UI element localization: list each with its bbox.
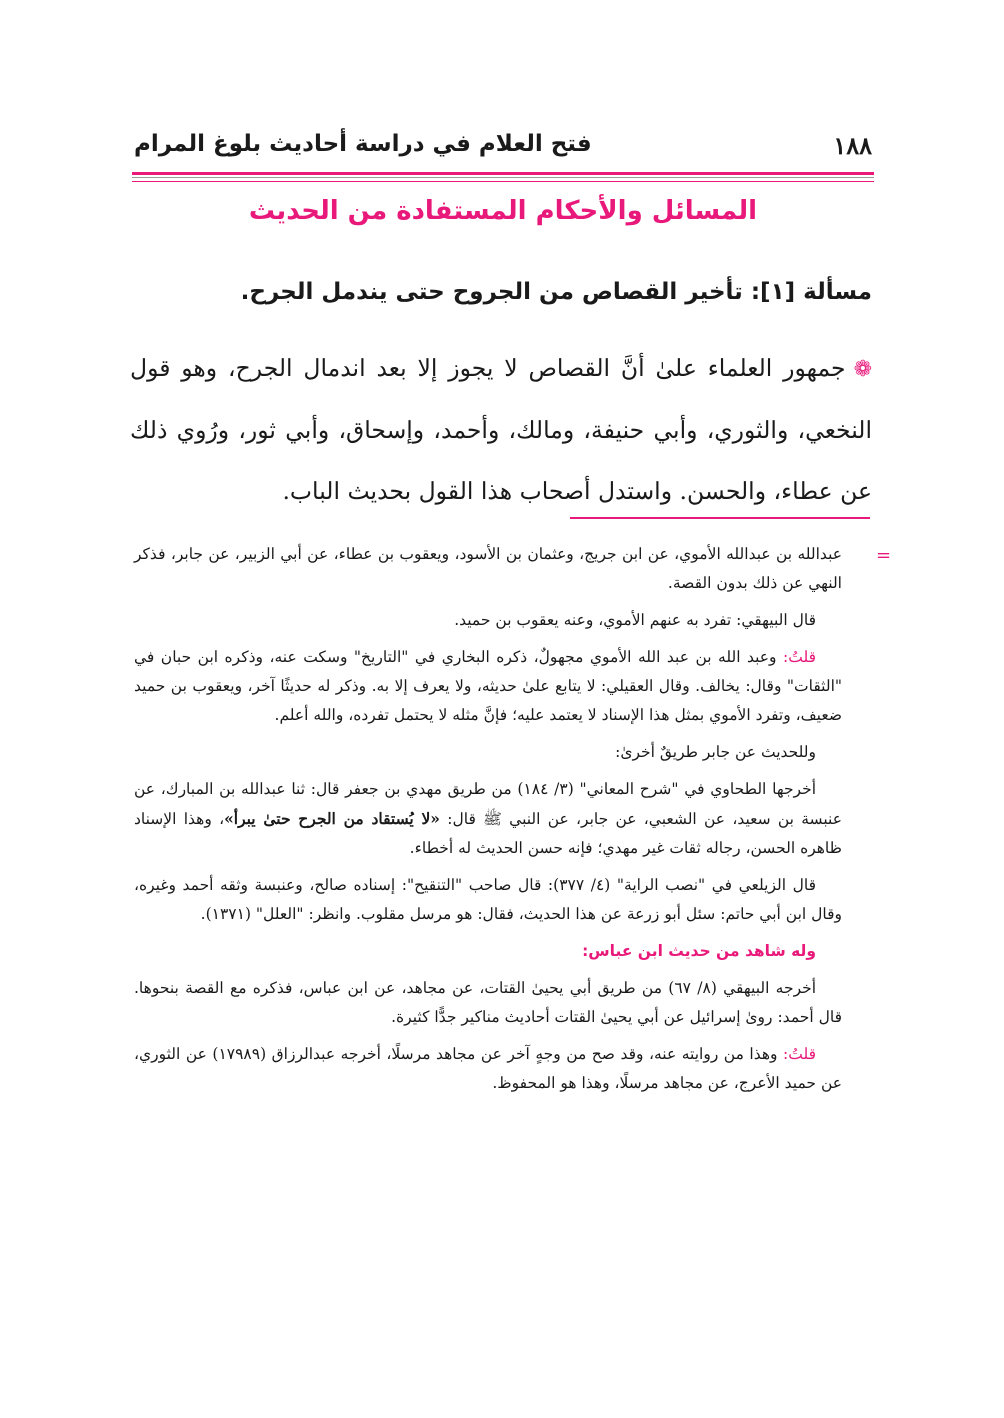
footnote-paragraph: عبدالله بن عبدالله الأموي، عن ابن جريج، وعثمان بن الأسود، ويعقوب بن عطاء، عن أبي الزبير، عن جابر، فذكر النهي عن ذلك بدون القصة. [134, 545, 842, 592]
section-title: المسائل والأحكام المستفادة من الحديث [248, 196, 758, 226]
issue-title: تأخير القصاص من الجروح حتى يندمل الجرح. [240, 279, 743, 305]
main-text: جمهور العلماء علىٰ أنَّ القصاص لا يجوز إلا بعد اندمال الجرح، وهو قول النخعي، والثوري، وأبي حنيفة، ومالك، وأحمد، وإسحاق، وأبي ثور، ورُوي ذلك عن عطاء، والحسن. واستدل أصحاب هذا القول بحديث الباب. [130, 354, 872, 505]
qultu-label: قلتُ: [783, 648, 816, 666]
footnote-text: أخرجها الطحاوي في "شرح المعاني" (٣/ ١٨٤) من طريق مهدي بن جعفر قال: ثنا عبدالله بن المبارك، عن عنبسة بن سعيد، عن الشعبي، عن جابر، عن النبي ﷺ قال: [134, 780, 842, 828]
footnote-paragraph: وللحديث عن جابر طريقٌ أخرىٰ: [615, 743, 816, 761]
footnote-text: وعبد الله بن عبد الله الأموي مجهولٌ، ذكره البخاري في "التاريخ" وسكت عنه، وذكره ابن حبان في "الثقات" وقال: يخالف. وقال العقيلي: لا يتابع علىٰ حديثه، ولا يعرف إلا به. وذكر له حديثًا آخر، ويعقوب بن حميد ضعيف، وتفرد الأموي بمثل هذا الإسناد لا يعتمد عليه؛ فإنَّ مثله لا يحتمل تفرده، والله أعلم. [134, 648, 842, 724]
running-header-title: فتح العلام في دراسة أحاديث بلوغ المرام [134, 131, 592, 157]
header-rule-thin [132, 181, 874, 182]
footnote-paragraph: أخرجه البيهقي (٨/ ٦٧) من طريق أبي يحيىٰ القتات، عن مجاهد، عن ابن عباس، فذكره مع القصة بنحوها. قال أحمد: روىٰ إسرائيل عن أبي يحيىٰ القتات أحاديث مناكير جدًّا كثيرة. [134, 979, 842, 1026]
hadith-quote: «لا يُستقاد من الجرح حتىٰ يبرأ» [224, 809, 440, 828]
footnote-text: ، وهذا الإسناد ظاهره الحسن، رجاله ثقات غير مهدي؛ فإنه حسن الحديث له أخطاء. [134, 810, 842, 857]
page-number: ١٨٨ [833, 131, 872, 160]
footnote-text: وهذا من روايته عنه، وقد صح من وجهٍ آخر عن مجاهد مرسلًا، أخرجه عبدالرزاق (١٧٩٨٩) عن الثوري، عن حميد الأعرج، عن مجاهد مرسلًا، وهذا هو المحفوظ. [134, 1045, 842, 1092]
footnote-continuation-mark: = [876, 545, 892, 566]
main-paragraph [130, 338, 872, 522]
footnote-paragraph: قال الزيلعي في "نصب الراية" (٤/ ٣٧٧): قال صاحب "التنقيح": إسناده صالح، وعنبسة وثقه أحمد وغيره، وقال ابن أبي حاتم: سئل أبو زرعة عن هذا الحديث، فقال: هو مرسل مقلوب. وانظر: "العلل" (١٣٧١). [134, 876, 842, 923]
footnotes [134, 540, 842, 1106]
footnote-subheading: وله شاهد من حديث ابن عباس: [582, 942, 816, 960]
qultu-label: قلتُ: [783, 1045, 816, 1063]
footnote-separator [570, 517, 870, 519]
issue-heading [241, 279, 872, 305]
footnote-paragraph [134, 775, 842, 863]
footnote-paragraph [134, 1040, 842, 1098]
header-rule-gray [132, 177, 874, 178]
issue-label: مسألة [١]: [750, 279, 872, 305]
flower-icon: ❁ [853, 357, 872, 382]
footnote-paragraph: قال البيهقي: تفرد به عنهم الأموي، وعنه يعقوب بن حميد. [454, 611, 816, 629]
header-rule-pink [132, 172, 874, 175]
footnote-paragraph [134, 643, 842, 730]
